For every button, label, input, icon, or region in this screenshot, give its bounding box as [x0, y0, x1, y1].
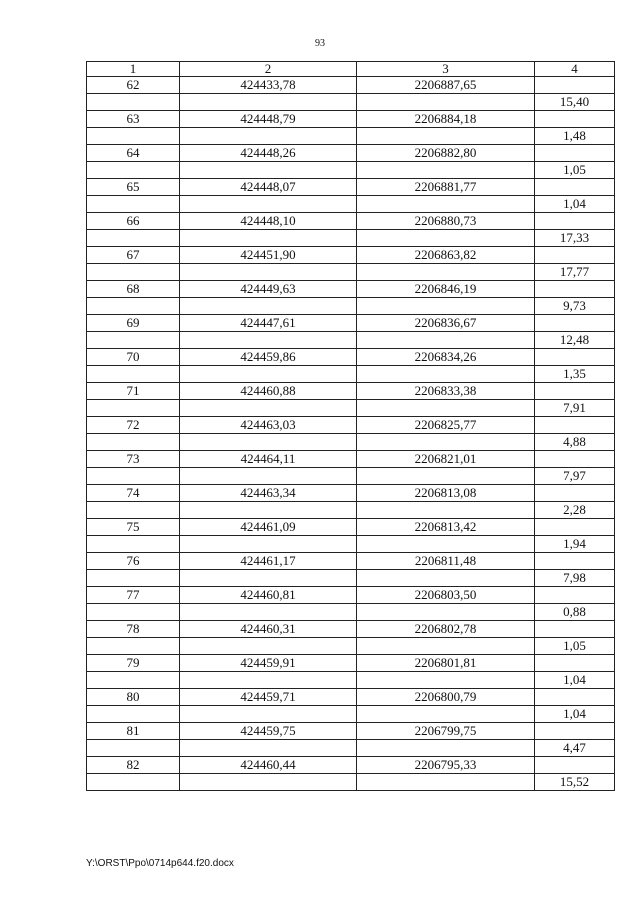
point-number: 71	[87, 383, 180, 400]
y-coordinate: 2206811,48	[357, 553, 535, 570]
empty-cell	[87, 298, 180, 315]
empty-cell	[180, 774, 357, 791]
empty-cell	[357, 128, 535, 145]
x-coordinate: 424460,31	[180, 621, 357, 638]
segment-length: 12,48	[535, 332, 615, 349]
empty-cell	[180, 332, 357, 349]
point-number: 62	[87, 77, 180, 94]
empty-cell	[87, 264, 180, 281]
x-coordinate: 424448,79	[180, 111, 357, 128]
empty-cell	[357, 434, 535, 451]
empty-cell	[87, 366, 180, 383]
empty-cell	[535, 77, 615, 94]
empty-cell	[180, 366, 357, 383]
table-row	[87, 366, 615, 383]
empty-cell	[87, 502, 180, 519]
empty-cell	[87, 196, 180, 213]
table-row	[87, 349, 615, 366]
empty-cell	[535, 655, 615, 672]
empty-cell	[357, 400, 535, 417]
table-row	[87, 332, 615, 349]
empty-cell	[180, 162, 357, 179]
empty-cell	[180, 94, 357, 111]
empty-cell	[180, 706, 357, 723]
empty-cell	[357, 468, 535, 485]
x-coordinate: 424459,91	[180, 655, 357, 672]
empty-cell	[87, 706, 180, 723]
empty-cell	[535, 213, 615, 230]
empty-cell	[180, 434, 357, 451]
empty-cell	[87, 434, 180, 451]
empty-cell	[535, 587, 615, 604]
segment-length: 1,94	[535, 536, 615, 553]
segment-length: 1,35	[535, 366, 615, 383]
empty-cell	[535, 689, 615, 706]
empty-cell	[180, 604, 357, 621]
segment-length: 9,73	[535, 298, 615, 315]
y-coordinate: 2206813,08	[357, 485, 535, 502]
header-col-2: 2	[180, 62, 357, 77]
table-row	[87, 179, 615, 196]
table-row	[87, 485, 615, 502]
empty-cell	[357, 672, 535, 689]
table-row	[87, 298, 615, 315]
empty-cell	[180, 400, 357, 417]
y-coordinate: 2206880,73	[357, 213, 535, 230]
x-coordinate: 424460,88	[180, 383, 357, 400]
file-path: Y:\ORST\Ppo\0714p644.f20.docx	[86, 858, 234, 869]
empty-cell	[87, 128, 180, 145]
x-coordinate: 424448,10	[180, 213, 357, 230]
point-number: 77	[87, 587, 180, 604]
point-number: 82	[87, 757, 180, 774]
empty-cell	[87, 468, 180, 485]
segment-length: 17,77	[535, 264, 615, 281]
empty-cell	[535, 315, 615, 332]
table-row	[87, 570, 615, 587]
x-coordinate: 424448,26	[180, 145, 357, 162]
x-coordinate: 424447,61	[180, 315, 357, 332]
empty-cell	[357, 264, 535, 281]
point-number: 65	[87, 179, 180, 196]
table-row	[87, 621, 615, 638]
x-coordinate: 424463,03	[180, 417, 357, 434]
y-coordinate: 2206800,79	[357, 689, 535, 706]
table-row	[87, 247, 615, 264]
y-coordinate: 2206846,19	[357, 281, 535, 298]
x-coordinate: 424461,09	[180, 519, 357, 536]
empty-cell	[87, 230, 180, 247]
empty-cell	[180, 638, 357, 655]
y-coordinate: 2206802,78	[357, 621, 535, 638]
segment-length: 1,48	[535, 128, 615, 145]
empty-cell	[180, 536, 357, 553]
empty-cell	[87, 570, 180, 587]
coordinates-table	[86, 61, 615, 791]
empty-cell	[180, 196, 357, 213]
x-coordinate: 424448,07	[180, 179, 357, 196]
table-row	[87, 502, 615, 519]
empty-cell	[180, 128, 357, 145]
table-row	[87, 230, 615, 247]
page-number: 93	[315, 38, 325, 49]
x-coordinate: 424460,44	[180, 757, 357, 774]
empty-cell	[535, 417, 615, 434]
table-row	[87, 706, 615, 723]
empty-cell	[180, 672, 357, 689]
table-row	[87, 757, 615, 774]
y-coordinate: 2206882,80	[357, 145, 535, 162]
empty-cell	[357, 706, 535, 723]
point-number: 63	[87, 111, 180, 128]
empty-cell	[535, 553, 615, 570]
segment-length: 2,28	[535, 502, 615, 519]
point-number: 70	[87, 349, 180, 366]
y-coordinate: 2206887,65	[357, 77, 535, 94]
segment-length: 7,98	[535, 570, 615, 587]
empty-cell	[357, 298, 535, 315]
segment-length: 1,05	[535, 162, 615, 179]
point-number: 69	[87, 315, 180, 332]
empty-cell	[357, 570, 535, 587]
point-number: 81	[87, 723, 180, 740]
y-coordinate: 2206825,77	[357, 417, 535, 434]
empty-cell	[87, 162, 180, 179]
segment-length: 4,88	[535, 434, 615, 451]
table-row	[87, 162, 615, 179]
table-row	[87, 468, 615, 485]
table-header-row	[87, 62, 615, 77]
empty-cell	[535, 723, 615, 740]
segment-length: 7,91	[535, 400, 615, 417]
empty-cell	[180, 502, 357, 519]
table-row	[87, 94, 615, 111]
x-coordinate: 424463,34	[180, 485, 357, 502]
table-row	[87, 383, 615, 400]
empty-cell	[357, 502, 535, 519]
point-number: 80	[87, 689, 180, 706]
table-row	[87, 128, 615, 145]
x-coordinate: 424464,11	[180, 451, 357, 468]
y-coordinate: 2206799,75	[357, 723, 535, 740]
empty-cell	[357, 366, 535, 383]
y-coordinate: 2206821,01	[357, 451, 535, 468]
empty-cell	[357, 536, 535, 553]
header-col-3: 3	[357, 62, 535, 77]
empty-cell	[535, 383, 615, 400]
empty-cell	[357, 332, 535, 349]
table-row	[87, 689, 615, 706]
empty-cell	[87, 536, 180, 553]
empty-cell	[87, 638, 180, 655]
table-row	[87, 587, 615, 604]
table-row	[87, 434, 615, 451]
table-row	[87, 553, 615, 570]
table-row	[87, 111, 615, 128]
empty-cell	[535, 519, 615, 536]
table-row	[87, 536, 615, 553]
empty-cell	[87, 604, 180, 621]
header-col-4: 4	[535, 62, 615, 77]
point-number: 68	[87, 281, 180, 298]
y-coordinate: 2206795,33	[357, 757, 535, 774]
point-number: 64	[87, 145, 180, 162]
empty-cell	[87, 740, 180, 757]
empty-cell	[535, 349, 615, 366]
point-number: 74	[87, 485, 180, 502]
empty-cell	[535, 111, 615, 128]
header-col-1: 1	[87, 62, 180, 77]
x-coordinate: 424459,75	[180, 723, 357, 740]
segment-length: 1,04	[535, 672, 615, 689]
table-row	[87, 451, 615, 468]
point-number: 75	[87, 519, 180, 536]
table-row	[87, 315, 615, 332]
y-coordinate: 2206813,42	[357, 519, 535, 536]
y-coordinate: 2206803,50	[357, 587, 535, 604]
empty-cell	[535, 621, 615, 638]
table-row	[87, 264, 615, 281]
empty-cell	[535, 145, 615, 162]
table-row	[87, 672, 615, 689]
empty-cell	[87, 672, 180, 689]
empty-cell	[357, 740, 535, 757]
empty-cell	[357, 604, 535, 621]
empty-cell	[180, 468, 357, 485]
empty-cell	[357, 94, 535, 111]
empty-cell	[535, 451, 615, 468]
empty-cell	[535, 281, 615, 298]
empty-cell	[180, 298, 357, 315]
point-number: 67	[87, 247, 180, 264]
empty-cell	[87, 774, 180, 791]
table-row	[87, 638, 615, 655]
y-coordinate: 2206833,38	[357, 383, 535, 400]
empty-cell	[180, 230, 357, 247]
segment-length: 1,04	[535, 196, 615, 213]
empty-cell	[535, 247, 615, 264]
table-row	[87, 77, 615, 94]
empty-cell	[87, 400, 180, 417]
empty-cell	[87, 332, 180, 349]
point-number: 79	[87, 655, 180, 672]
y-coordinate: 2206863,82	[357, 247, 535, 264]
table-row	[87, 145, 615, 162]
empty-cell	[357, 638, 535, 655]
x-coordinate: 424459,86	[180, 349, 357, 366]
segment-length: 17,33	[535, 230, 615, 247]
segment-length: 15,52	[535, 774, 615, 791]
x-coordinate: 424449,63	[180, 281, 357, 298]
x-coordinate: 424433,78	[180, 77, 357, 94]
empty-cell	[535, 179, 615, 196]
point-number: 66	[87, 213, 180, 230]
table-row	[87, 196, 615, 213]
empty-cell	[180, 570, 357, 587]
y-coordinate: 2206884,18	[357, 111, 535, 128]
x-coordinate: 424459,71	[180, 689, 357, 706]
segment-length: 1,05	[535, 638, 615, 655]
table-row	[87, 519, 615, 536]
table-row	[87, 655, 615, 672]
segment-length: 4,47	[535, 740, 615, 757]
empty-cell	[535, 757, 615, 774]
segment-length: 1,04	[535, 706, 615, 723]
point-number: 78	[87, 621, 180, 638]
table-row	[87, 417, 615, 434]
table-row	[87, 400, 615, 417]
y-coordinate: 2206834,26	[357, 349, 535, 366]
y-coordinate: 2206801,81	[357, 655, 535, 672]
empty-cell	[87, 94, 180, 111]
segment-length: 7,97	[535, 468, 615, 485]
x-coordinate: 424460,81	[180, 587, 357, 604]
empty-cell	[357, 774, 535, 791]
x-coordinate: 424451,90	[180, 247, 357, 264]
segment-length: 0,88	[535, 604, 615, 621]
empty-cell	[180, 264, 357, 281]
y-coordinate: 2206836,67	[357, 315, 535, 332]
empty-cell	[535, 485, 615, 502]
table-row	[87, 774, 615, 791]
table-row	[87, 740, 615, 757]
empty-cell	[357, 196, 535, 213]
y-coordinate: 2206881,77	[357, 179, 535, 196]
table-row	[87, 723, 615, 740]
empty-cell	[357, 230, 535, 247]
segment-length: 15,40	[535, 94, 615, 111]
empty-cell	[357, 162, 535, 179]
table-row	[87, 213, 615, 230]
empty-cell	[180, 740, 357, 757]
x-coordinate: 424461,17	[180, 553, 357, 570]
table-row	[87, 604, 615, 621]
point-number: 76	[87, 553, 180, 570]
point-number: 72	[87, 417, 180, 434]
point-number: 73	[87, 451, 180, 468]
table-row	[87, 281, 615, 298]
